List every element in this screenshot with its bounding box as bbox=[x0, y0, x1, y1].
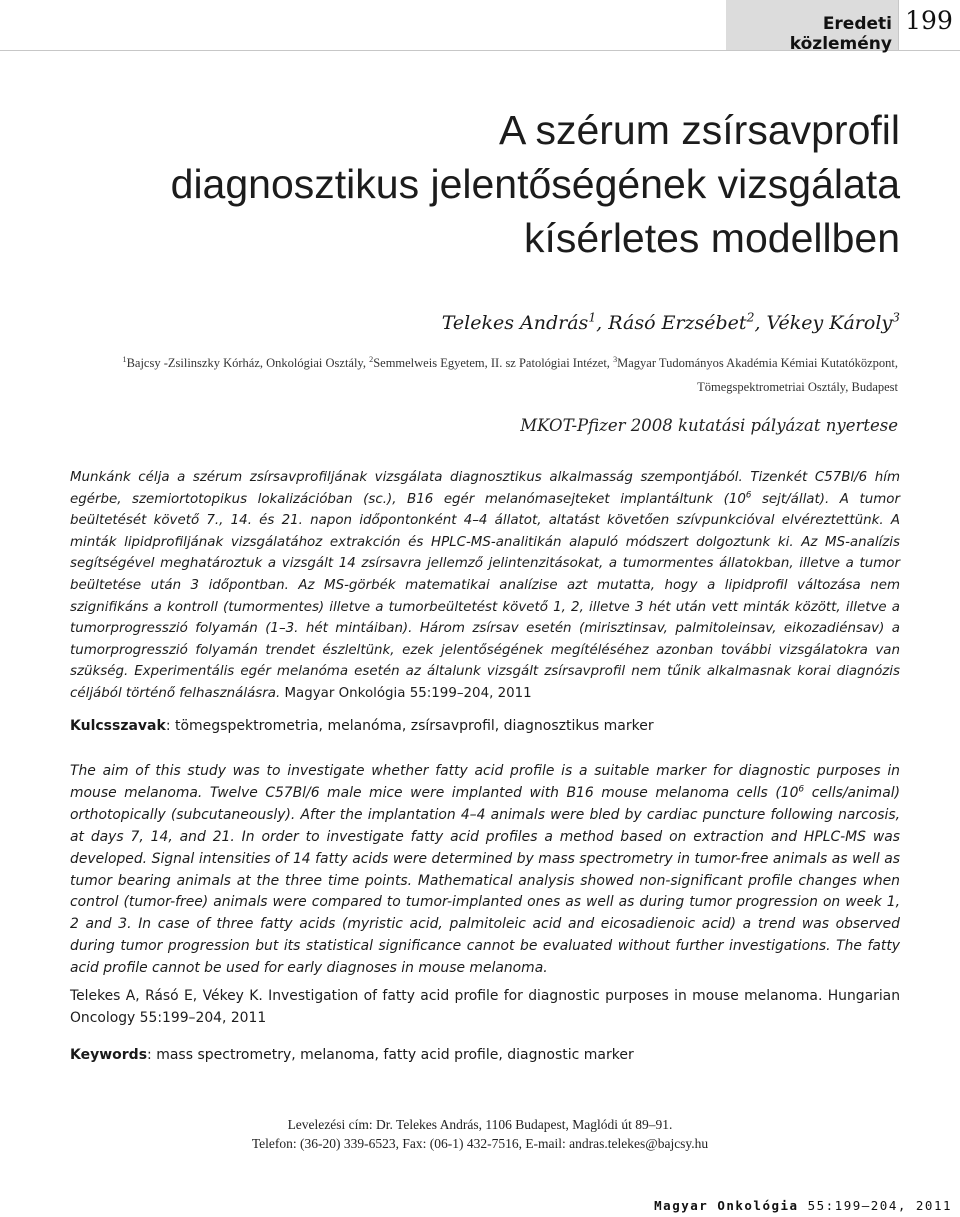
article-citation: Telekes A, Rásó E, Vékey K. Investigation of fatty acid profile for diagnostic purposes in mouse melanoma. Hungarian Oncology 55:199–204, 2011 bbox=[70, 988, 900, 1026]
affil-mark: 1 bbox=[122, 354, 127, 364]
abstract-text: The aim of this study was to investigate whether fatty acid profile is a suitable marker for diagnostic purposes in mouse melanoma. Twelve C57Bl/6 male mice were implanted with B16 mouse melanoma cells (10 bbox=[70, 763, 900, 801]
affil-text: Semmelweis Egyetem, II. sz Patológiai Intézet, bbox=[373, 356, 614, 370]
title-line-2: diagnosztikus jelentőségének vizsgálata bbox=[170, 161, 900, 207]
footer-issue: 55:199–204, 2011 bbox=[798, 1198, 952, 1213]
header-divider bbox=[898, 0, 899, 50]
abstract-text: cells/animal) orthotopically (subcutaneously). After the implantation 4–4 animals were bled by cardiac puncture following narcosis, at days 7, 14, and 21. In order to investigate fatty acid profiles a method based on extraction and HPLC-MS was developed. Signal intensities of 14 fatty acids were determined by mass spectrometry in tumor-free animals as well as tumor bearing animals at the three time points. Mathematical analysis showed non-significant profile changes when control (tumor-free) animals were compared to tumor-implanted ones as well as during tumor progression on week 1, 2 and 3. In case of three fatty acids (myristic acid, palmitoleic acid and eicosadienoic acid) a trend was observed during tumor progression but its statistical significance cannot be evaluated without further investigations. The fatty acid profile cannot be used for early diagnoses in mouse melanoma. bbox=[70, 784, 901, 977]
affil-mark: 3 bbox=[613, 354, 618, 364]
affil-text: Magyar Tudományos Akadémia Kémiai Kutatóközpont, bbox=[617, 356, 898, 370]
exponent: 6 bbox=[745, 490, 752, 501]
correspondence-address: Levelezési cím: Dr. Telekes András, 1106 Budapest, Maglódi út 89–91. bbox=[287, 1117, 673, 1132]
title-line-1: A szérum zsírsavprofil bbox=[499, 107, 900, 153]
keywords-label: Kulcsszavak bbox=[70, 718, 166, 734]
abstract-hungarian bbox=[70, 467, 900, 705]
affil-text: Bajcsy -Zsilinszky Kórház, Onkológiai Osztály, bbox=[126, 356, 370, 370]
keywords-text: : mass spectrometry, melanoma, fatty acid profile, diagnostic marker bbox=[147, 1047, 634, 1063]
abstract-english bbox=[70, 761, 900, 980]
grant-note: MKOT-Pfizer 2008 kutatási pályázat nyertese bbox=[520, 416, 898, 435]
article-title bbox=[40, 103, 900, 265]
journal-citation: Magyar Onkológia 55:199–204, 2011 bbox=[280, 685, 532, 701]
exponent: 6 bbox=[798, 784, 805, 795]
affiliations bbox=[18, 351, 898, 399]
author-list: Telekes András$^1$, Rásó Erzsébet$^2$, Vékey Károly$^3$ bbox=[441, 310, 900, 334]
author-affil-mark: 2 bbox=[746, 310, 755, 325]
affiliation-line bbox=[18, 351, 898, 375]
keywords-text: : tömegspektrometria, melanóma, zsírsavprofil, diagnosztikus marker bbox=[165, 718, 654, 734]
author-affil-mark: 3 bbox=[892, 310, 900, 325]
abstract-text: Munkánk célja a szérum zsírsavprofiljának vizsgálata diagnosztikus alkalmasság szempontjából. Tizenkét C57Bl/6 hím egérbe, szemiortotopikus lokalizációban (sc.), B16 egér melanómasejteket implantáltunk (10 bbox=[70, 470, 900, 507]
author-name: Rásó Erzsébet bbox=[608, 312, 747, 334]
footer-journal: Magyar Onkológia bbox=[654, 1198, 799, 1213]
affil-mark: 2 bbox=[369, 354, 374, 364]
affiliation-line: Tömegspektrometriai Osztály, Budapest bbox=[697, 380, 898, 394]
keywords-label: Keywords bbox=[70, 1047, 148, 1063]
author-name: Telekes András bbox=[441, 312, 589, 334]
author-affil-mark: 1 bbox=[588, 310, 597, 325]
author-name: Vékey Károly bbox=[766, 312, 893, 334]
keywords-english bbox=[70, 1047, 900, 1063]
section-label: Eredeti közlemény bbox=[789, 14, 892, 54]
correspondence bbox=[0, 1115, 960, 1153]
page-number: 199 bbox=[905, 6, 953, 35]
page-footer bbox=[654, 1198, 952, 1213]
correspondence-phone-email: Telefon: (36-20) 339-6523, Fax: (06-1) 432-7516, E-mail: andras.telekes@bajcsy.hu bbox=[251, 1136, 709, 1151]
keywords-hungarian bbox=[70, 718, 900, 734]
title-line-3: kísérletes modellben bbox=[523, 215, 900, 261]
abstract-text: sejt/állat). A tumor beültetését követő 7., 14. és 21. napon időpontonként 4–4 állatot, altatást követően szívpunkcióval elvéreztettünk. A minták lipidprofiljának vizsgálatához extrakción és HPLC-MS-analitikán alapuló módszert dolgoztunk ki. Az MS-analízis segítségével meghatároztuk a vizsgált 14 zsírsavra jellemző jelintenzitásokat, a tumormentes állatokban, illetve a tumor beültetése után 3 időpontban. Az MS-görbék matematikai analízise azt mutatta, hogy a lipidprofil változása nem szignifikáns a kontroll (tumormentes) illetve a tumorbeültetést követő 1, 2, illetve 3 hét után vett minták között, illetve a tumorprogresszió folyamán (1–3. hét mintáiban). Három zsírsav esetén (mirisztinsav, palmitoleinsav, eikozadiénsav) a tumorprogresszió folyamán trendet észleltünk, ezek jelentőségének megítéléséhez azonban további vizsgálatokra van szükség. Experimentális egér melanóma esetén az általunk vizsgált zsírsavprofil nem tűnik alkalmasnak korai diagnózis céljából történő felhasználásra. bbox=[70, 491, 900, 701]
